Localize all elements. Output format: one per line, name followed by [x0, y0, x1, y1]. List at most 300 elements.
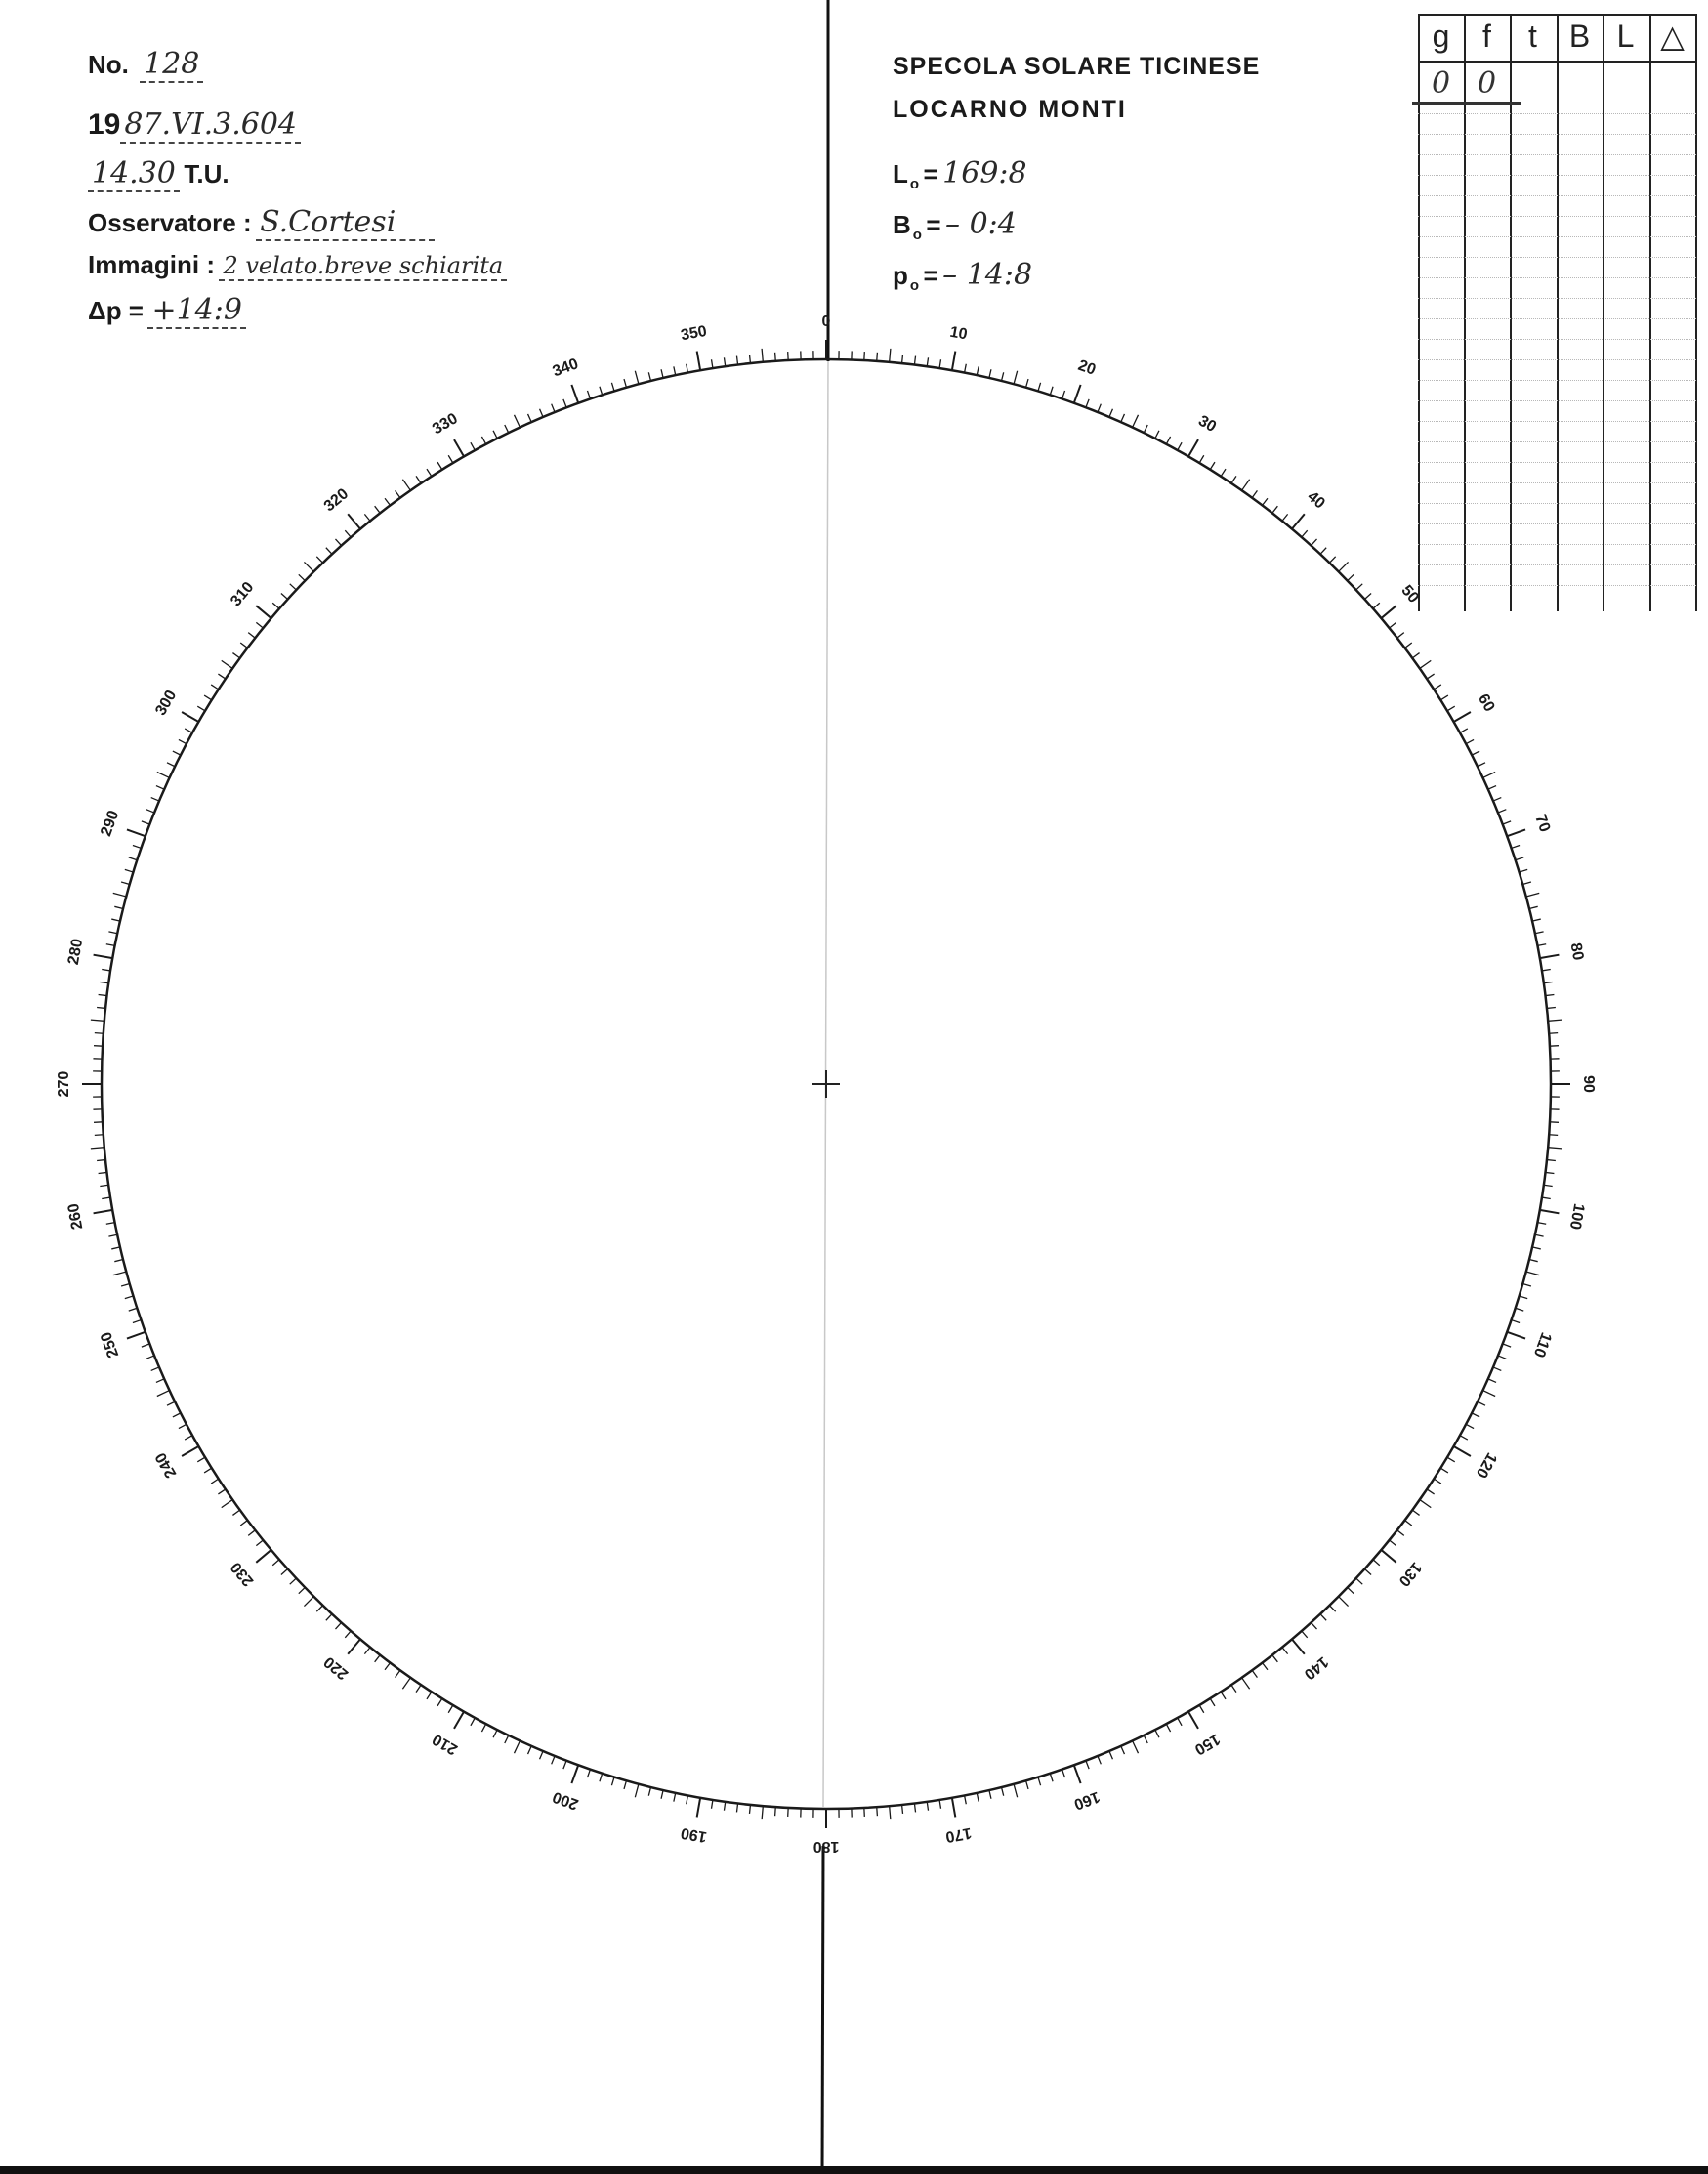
- dial-tick: [1478, 1401, 1485, 1405]
- dial-tick: [1544, 1185, 1553, 1186]
- dial-tick: [106, 944, 115, 946]
- dial-tick: [624, 1780, 626, 1789]
- dial-tick: [304, 1597, 313, 1607]
- dial-tick: [1050, 387, 1053, 396]
- dial-tick: [454, 439, 464, 456]
- dial-tick: [364, 1648, 370, 1654]
- dial-tick: [697, 352, 700, 371]
- dial-label-130: 130: [1395, 1558, 1425, 1590]
- dial-tick: [218, 674, 225, 679]
- dial-tick: [540, 1751, 544, 1759]
- dial-tick: [1263, 498, 1268, 505]
- institution-line-2: LOCARNO MONTI: [893, 96, 1127, 123]
- dial-tick: [129, 857, 138, 860]
- dial-tick: [1454, 1446, 1471, 1456]
- dial-tick: [1542, 1197, 1551, 1198]
- dial-tick: [648, 1787, 650, 1796]
- dial-tick: [127, 829, 146, 836]
- dial-tick: [218, 1489, 225, 1494]
- dial-tick: [1373, 603, 1380, 608]
- dial-tick: [1549, 1033, 1558, 1034]
- dial-tick: [724, 357, 725, 366]
- dial-tick: [222, 660, 232, 668]
- dial-tick: [927, 1802, 928, 1811]
- dial-tick: [1548, 1148, 1562, 1149]
- dial-tick: [1166, 437, 1170, 444]
- dial-tick: [1155, 431, 1159, 439]
- dial-tick: [481, 1724, 485, 1732]
- dial-tick: [505, 1735, 509, 1743]
- dial-tick: [1144, 1735, 1147, 1743]
- dial-tick: [762, 1806, 763, 1819]
- dial-tick: [222, 1500, 232, 1508]
- dial-tick: [1121, 414, 1125, 422]
- dial-tick: [95, 1135, 104, 1136]
- dial-label-110: 110: [1529, 1329, 1555, 1359]
- tally-header-l: L: [1616, 19, 1635, 54]
- dial-tick: [736, 1803, 737, 1812]
- dial-tick: [113, 893, 127, 897]
- dial-tick: [108, 1234, 117, 1236]
- dial-tick: [396, 1670, 400, 1677]
- p0-equals: =: [923, 261, 938, 290]
- dial-tick: [1522, 882, 1531, 884]
- dial-tick: [600, 1774, 603, 1782]
- l0-subscript: o: [909, 176, 920, 192]
- dial-label-10: 10: [948, 323, 969, 344]
- dial-tick: [1348, 1587, 1354, 1593]
- dial-label-310: 310: [228, 578, 258, 610]
- dial-tick: [1545, 994, 1554, 995]
- dial-tick: [1478, 763, 1485, 767]
- bottom-axis-line: [822, 1846, 823, 2174]
- dial-tick: [179, 739, 187, 743]
- dial-label-140: 140: [1300, 1652, 1332, 1683]
- dial-tick: [240, 643, 247, 648]
- dial-tick: [1540, 955, 1560, 958]
- dial-tick: [1086, 1761, 1089, 1769]
- dial-tick: [385, 498, 390, 505]
- dial-label-20: 20: [1075, 356, 1099, 379]
- dial-tick: [611, 1777, 614, 1786]
- dial-tick: [1252, 1670, 1257, 1677]
- dial-tick: [281, 593, 288, 599]
- dial-tick: [1434, 1479, 1441, 1484]
- b0-subscript: o: [912, 227, 922, 243]
- dial-tick: [1520, 869, 1528, 872]
- dial-label-100: 100: [1565, 1201, 1588, 1232]
- dial-tick: [1390, 622, 1396, 628]
- dial-tick: [1542, 970, 1551, 971]
- dial-tick: [1166, 1724, 1170, 1732]
- dial-tick: [1545, 1172, 1554, 1173]
- dial-tick: [674, 1793, 676, 1802]
- dial-tick: [1512, 845, 1521, 848]
- dial-tick: [316, 557, 322, 563]
- dial-tick: [1466, 1424, 1474, 1428]
- dial-tick: [1014, 1784, 1018, 1798]
- dial-tick: [877, 1807, 878, 1816]
- dial-tick: [1420, 1500, 1431, 1508]
- dial-tick: [989, 1790, 991, 1799]
- dial-tick: [1329, 1606, 1335, 1611]
- tally-value-g: 0: [1431, 66, 1451, 101]
- dial-tick: [939, 1800, 940, 1809]
- dial-tick: [1252, 490, 1257, 497]
- dial-label-280: 280: [64, 937, 87, 967]
- dial-tick: [687, 1795, 688, 1804]
- dial-tick: [345, 1631, 351, 1638]
- dial-tick: [448, 455, 453, 463]
- dial-tick: [977, 366, 979, 375]
- dial-tick: [674, 366, 676, 375]
- dial-tick: [1412, 1510, 1419, 1515]
- images-label: Immagini :: [88, 250, 216, 279]
- dial-label-260: 260: [64, 1201, 87, 1232]
- dial-tick: [1188, 1712, 1198, 1729]
- dial-tick: [1320, 1614, 1326, 1621]
- dial-tick: [687, 364, 688, 373]
- dial-label-190: 190: [679, 1823, 709, 1846]
- dial-tick: [1532, 1247, 1541, 1249]
- dial-tick: [1522, 1284, 1531, 1286]
- dial-tick: [1302, 1631, 1308, 1638]
- dial-tick: [1549, 1135, 1558, 1136]
- dial-tick: [1507, 829, 1525, 836]
- dial-tick: [375, 506, 381, 513]
- dial-tick: [1329, 557, 1335, 563]
- dial-tick: [1390, 1540, 1396, 1546]
- dial-tick: [416, 1685, 421, 1692]
- b0-value: – 0:4: [945, 207, 1017, 241]
- dial-tick: [146, 1356, 154, 1359]
- dial-tick: [1109, 1751, 1113, 1759]
- dial-tick: [1062, 1770, 1065, 1778]
- dial-tick: [624, 379, 626, 388]
- dial-tick: [1516, 857, 1524, 860]
- dial-tick: [1466, 739, 1474, 743]
- dial-tick: [1493, 798, 1501, 802]
- dial-tick: [256, 1550, 271, 1563]
- b0-label: B: [893, 210, 911, 239]
- dial-tick: [1002, 1787, 1004, 1796]
- dial-tick: [939, 359, 940, 368]
- dial-tick: [1199, 455, 1204, 463]
- dial-label-120: 120: [1472, 1449, 1500, 1481]
- dial-tick: [1520, 1296, 1528, 1299]
- dial-tick: [1540, 1210, 1560, 1213]
- dial-tick: [661, 369, 663, 378]
- dial-tick: [736, 356, 737, 365]
- dial-tick: [902, 1805, 903, 1814]
- dial-tick: [1109, 409, 1113, 417]
- dial-tick: [1547, 1160, 1556, 1161]
- number-value: 128: [140, 47, 203, 83]
- tally-header-delta: △: [1660, 19, 1685, 54]
- dial-tick: [1503, 1344, 1511, 1347]
- time-label: T.U.: [184, 159, 229, 188]
- dial-tick: [1038, 383, 1041, 392]
- dial-tick: [248, 633, 255, 639]
- dial-label-60: 60: [1474, 690, 1498, 715]
- dial-tick: [91, 1020, 104, 1021]
- dial-label-240: 240: [152, 1449, 181, 1481]
- dial-tick: [1532, 919, 1541, 921]
- dial-tick: [989, 369, 991, 378]
- dial-tick: [1548, 1020, 1562, 1021]
- dial-tick: [91, 1148, 104, 1149]
- dial-label-90: 90: [1579, 1075, 1597, 1093]
- dial-tick: [749, 1805, 750, 1814]
- dial-tick: [256, 1540, 263, 1546]
- dial-tick: [102, 970, 110, 971]
- dial-tick: [1272, 1655, 1278, 1662]
- dial-tick: [1427, 1489, 1434, 1494]
- dial-label-30: 30: [1195, 412, 1220, 437]
- dial-tick: [762, 349, 763, 362]
- dial-tick: [97, 1160, 105, 1161]
- dial-tick: [1074, 1765, 1081, 1783]
- p0-subscript: o: [909, 277, 920, 294]
- dial-tick: [1178, 442, 1182, 450]
- dial-tick: [316, 1606, 322, 1611]
- dial-label-220: 220: [320, 1652, 353, 1683]
- dial-tick: [914, 1803, 915, 1812]
- dial-tick: [182, 1446, 198, 1456]
- dial-tick: [724, 1802, 725, 1811]
- dial-tick: [1014, 371, 1018, 385]
- dial-tick: [94, 1210, 113, 1213]
- dial-tick: [106, 1223, 115, 1225]
- dial-tick: [1364, 1568, 1371, 1574]
- dial-tick: [127, 1332, 146, 1339]
- dial-label-200: 200: [550, 1787, 581, 1813]
- dial-tick: [1242, 1678, 1250, 1689]
- dial-tick: [1488, 1379, 1496, 1383]
- dial-tick: [114, 1260, 123, 1262]
- dial-tick: [1482, 773, 1495, 778]
- dial-tick: [1405, 1521, 1412, 1526]
- dial-tick: [635, 1784, 639, 1798]
- dial-tick: [111, 919, 120, 921]
- dial-tick: [173, 1413, 181, 1417]
- dial-tick: [528, 1746, 532, 1754]
- dial-tick: [611, 383, 614, 392]
- dial-tick: [111, 1247, 120, 1249]
- dial-tick: [1526, 1272, 1540, 1275]
- dial-tick: [1493, 1367, 1501, 1371]
- dial-tick: [1098, 404, 1101, 412]
- institution-line-1: SPECOLA SOLARE TICINESE: [893, 53, 1261, 80]
- dial-tick: [1050, 1774, 1053, 1782]
- dial-tick: [1121, 1746, 1125, 1754]
- dial-tick: [146, 810, 154, 813]
- dial-tick: [99, 1172, 107, 1173]
- dial-tick: [505, 425, 509, 433]
- dial-tick: [1002, 372, 1004, 381]
- dial-tick: [1292, 1639, 1305, 1653]
- dial-tick: [749, 355, 750, 363]
- dial-tick: [156, 786, 164, 790]
- dial-tick: [571, 385, 578, 403]
- dial-tick: [272, 1560, 279, 1566]
- dial-tick: [471, 1718, 475, 1726]
- dial-tick: [528, 414, 532, 422]
- dial-tick: [256, 622, 263, 628]
- dial-tick: [1026, 1780, 1028, 1789]
- dial-tick: [1210, 462, 1215, 470]
- dial-tick: [1488, 786, 1496, 790]
- dial-tick: [345, 530, 351, 537]
- dial-tick: [1038, 1777, 1041, 1786]
- dial-tick: [437, 462, 442, 470]
- dial-tick: [129, 1308, 138, 1311]
- dial-tick: [697, 1798, 700, 1818]
- tally-header-f: f: [1482, 19, 1491, 54]
- dial-tick: [515, 1740, 521, 1753]
- dial-tick: [304, 562, 313, 571]
- dial-tick: [197, 1457, 205, 1462]
- dial-tick: [1133, 415, 1139, 428]
- dial-tick: [1427, 674, 1434, 679]
- dial-tick: [1074, 385, 1081, 403]
- dial-tick: [151, 798, 159, 802]
- dial-label-270: 270: [56, 1070, 73, 1098]
- dial-tick: [1503, 821, 1511, 824]
- dial-tick: [1526, 893, 1540, 897]
- dial-tick: [493, 431, 497, 439]
- dial-label-50: 50: [1397, 582, 1422, 606]
- dial-tick: [1311, 539, 1316, 546]
- dial-tick: [348, 1639, 360, 1653]
- dial-tick: [1529, 1260, 1538, 1262]
- dial-tick: [121, 1284, 130, 1286]
- observer-label: Osservatore :: [88, 208, 252, 237]
- dial-tick: [416, 476, 421, 482]
- dial-tick: [102, 1197, 110, 1198]
- dial-tick: [1381, 606, 1396, 618]
- dial-tick: [540, 409, 544, 417]
- dial-tick: [661, 1790, 663, 1799]
- dial-tick: [299, 574, 305, 580]
- dial-tick: [481, 437, 485, 444]
- l0-value: 169:8: [942, 156, 1027, 190]
- dial-tick: [348, 514, 360, 528]
- dial-tick: [290, 584, 297, 590]
- l0-label: L: [893, 159, 908, 188]
- dial-tick: [326, 548, 332, 555]
- dial-tick: [99, 994, 107, 995]
- dial-tick: [281, 1568, 288, 1574]
- dial-label-250: 250: [98, 1329, 123, 1360]
- dial-tick: [299, 1587, 305, 1593]
- dial-tick: [775, 1807, 776, 1816]
- dial-tick: [248, 1530, 255, 1536]
- p0-label: p: [893, 261, 908, 290]
- bottom-scan-edge: [0, 2166, 1708, 2174]
- date-printed: 19: [88, 108, 121, 141]
- dial-tick: [1231, 1685, 1236, 1692]
- dial-tick: [1460, 1436, 1468, 1440]
- dial-tick: [1537, 1223, 1546, 1225]
- dial-tick: [1516, 1308, 1524, 1311]
- dial-tick: [402, 480, 410, 490]
- dial-tick: [1420, 660, 1431, 668]
- dial-tick: [648, 372, 650, 381]
- dial-tick: [1537, 944, 1546, 946]
- dial-tick: [552, 1756, 555, 1764]
- dial-tick: [197, 706, 205, 711]
- dial-tick: [1356, 584, 1363, 590]
- dial-tick: [927, 357, 928, 366]
- dial-tick: [952, 1798, 955, 1818]
- dial-tick: [493, 1730, 497, 1737]
- dial-tick: [471, 442, 475, 450]
- dial-tick: [1221, 469, 1226, 477]
- dial-tick: [890, 349, 891, 362]
- dial-tick: [157, 1391, 170, 1397]
- dial-tick: [1454, 712, 1471, 722]
- dial-tick: [142, 1344, 149, 1347]
- dial-tick: [1547, 1007, 1556, 1008]
- dial-tick: [977, 1793, 979, 1802]
- b0-equals: =: [926, 210, 941, 239]
- dial-tick: [240, 1521, 247, 1526]
- dial-tick: [108, 932, 117, 934]
- dial-tick: [427, 1692, 432, 1699]
- dial-tick: [100, 1185, 108, 1186]
- observer-value: S.Cortesi: [256, 205, 435, 241]
- dial-tick: [156, 1379, 164, 1383]
- tally-header-b: B: [1568, 19, 1591, 54]
- dial-tick: [1339, 562, 1349, 571]
- dial-tick: [563, 399, 566, 407]
- dial-label-350: 350: [679, 322, 709, 345]
- dial-tick: [1339, 1597, 1349, 1607]
- dial-tick: [902, 355, 903, 363]
- dial-tick: [1440, 695, 1448, 700]
- dial-tick: [1447, 1457, 1455, 1462]
- dial-tick: [256, 606, 271, 618]
- tally-header-g: g: [1432, 19, 1450, 54]
- dial-tick: [1472, 1413, 1479, 1417]
- dial-tick: [94, 955, 113, 958]
- dial-tick: [563, 1761, 566, 1769]
- dial-tick: [890, 1806, 891, 1819]
- dial-tick: [1292, 514, 1305, 528]
- dial-tick: [1320, 548, 1326, 555]
- dial-tick: [211, 685, 219, 690]
- dial-tick: [427, 469, 432, 477]
- dial-tick: [402, 1678, 410, 1689]
- dial-label-150: 150: [1191, 1730, 1223, 1758]
- dial-tick: [142, 821, 149, 824]
- dial-tick: [454, 1712, 464, 1729]
- dial-tick: [1086, 399, 1089, 407]
- dial-tick: [211, 1479, 219, 1484]
- dial-tick: [125, 1296, 134, 1299]
- dial-tick: [385, 1663, 390, 1670]
- dial-tick: [1381, 1550, 1396, 1563]
- dial-tick: [1356, 1578, 1363, 1584]
- dial-label-210: 210: [430, 1730, 461, 1758]
- dial-tick: [571, 1765, 578, 1783]
- dial-tick: [1498, 1356, 1506, 1359]
- dial-tick: [448, 1705, 453, 1713]
- dial-tick: [125, 869, 134, 872]
- dial-tick: [1263, 1663, 1268, 1670]
- dial-label-290: 290: [98, 808, 123, 839]
